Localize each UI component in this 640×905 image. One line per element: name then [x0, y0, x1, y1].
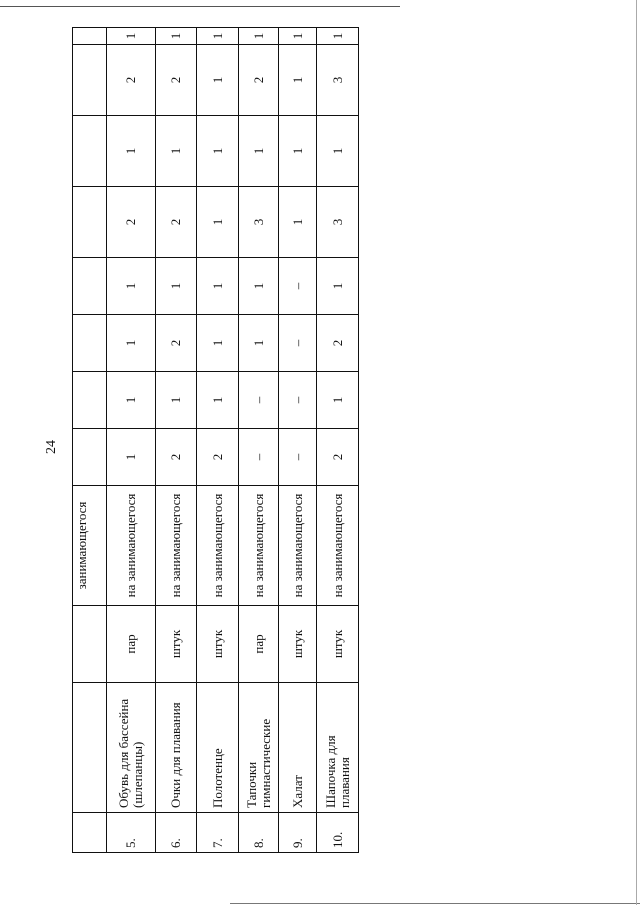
- value-cell: 1: [197, 28, 239, 45]
- value-cell: 3: [317, 45, 359, 116]
- item-name: Полотенце: [197, 683, 239, 813]
- value-cell: 1: [197, 258, 239, 315]
- table-row: [317, 28, 359, 853]
- value-cell: 1: [156, 28, 197, 45]
- item-name: Тапочки гимнастические: [239, 683, 279, 813]
- value-cell: 1: [279, 187, 317, 258]
- unit-cell: штук: [279, 606, 317, 683]
- per-cell: на занимающегося: [107, 486, 156, 606]
- value-cell: 1: [279, 28, 317, 45]
- value-cell: –: [279, 429, 317, 486]
- value-cell: 2: [156, 187, 197, 258]
- row-number: 10.: [317, 813, 359, 853]
- value-cell: 2: [156, 429, 197, 486]
- value-cell: 1: [107, 315, 156, 372]
- header-cell: [73, 315, 107, 372]
- value-cell: 1: [317, 258, 359, 315]
- row-number: 8.: [239, 813, 279, 853]
- value-cell: –: [239, 372, 279, 429]
- header-cell: [73, 28, 107, 45]
- value-cell: 2: [239, 45, 279, 116]
- value-cell: 3: [317, 187, 359, 258]
- value-cell: –: [279, 315, 317, 372]
- header-cell-name: [73, 683, 107, 813]
- per-cell: на занимающегося: [197, 486, 239, 606]
- value-cell: 1: [156, 258, 197, 315]
- table-row: [239, 28, 279, 853]
- value-cell: –: [239, 429, 279, 486]
- bottom-rule: [230, 903, 640, 904]
- header-cell-num: [73, 813, 107, 853]
- header-cell: [73, 187, 107, 258]
- value-cell: 2: [156, 45, 197, 116]
- value-cell: –: [279, 258, 317, 315]
- table-row: [107, 28, 156, 853]
- header-cell-per: занимающегося: [73, 486, 107, 606]
- unit-cell: пар: [239, 606, 279, 683]
- equipment-table-container: [72, 28, 358, 853]
- item-name: Шапочка для плавания: [317, 683, 359, 813]
- unit-cell: штук: [317, 606, 359, 683]
- value-cell: 1: [107, 372, 156, 429]
- header-cell-unit: [73, 606, 107, 683]
- value-cell: 2: [156, 315, 197, 372]
- header-cell: [73, 116, 107, 187]
- item-name: Очки для плавания: [156, 683, 197, 813]
- value-cell: 1: [156, 372, 197, 429]
- table-row: [156, 28, 197, 853]
- value-cell: 2: [107, 187, 156, 258]
- per-cell: на занимающегося: [317, 486, 359, 606]
- value-cell: 1: [317, 28, 359, 45]
- table-row: [279, 28, 317, 853]
- item-name: Обувь для бассейна (шлепанцы): [107, 683, 156, 813]
- value-cell: 1: [239, 258, 279, 315]
- value-cell: 1: [239, 116, 279, 187]
- row-number: 9.: [279, 813, 317, 853]
- unit-cell: штук: [197, 606, 239, 683]
- value-cell: 1: [107, 28, 156, 45]
- value-cell: 2: [197, 429, 239, 486]
- value-cell: 1: [317, 372, 359, 429]
- value-cell: 1: [279, 45, 317, 116]
- value-cell: 1: [107, 429, 156, 486]
- row-number: 6.: [156, 813, 197, 853]
- value-cell: 1: [197, 116, 239, 187]
- top-rule: [0, 6, 400, 7]
- value-cell: 1: [107, 258, 156, 315]
- value-cell: 3: [239, 187, 279, 258]
- value-cell: 1: [197, 315, 239, 372]
- value-cell: 1: [239, 28, 279, 45]
- value-cell: 1: [197, 187, 239, 258]
- equipment-table: [72, 27, 359, 853]
- per-cell: на занимающегося: [156, 486, 197, 606]
- unit-cell: пар: [107, 606, 156, 683]
- value-cell: 1: [317, 116, 359, 187]
- value-cell: 1: [197, 45, 239, 116]
- table-row: [197, 28, 239, 853]
- value-cell: –: [279, 372, 317, 429]
- header-cell: [73, 258, 107, 315]
- value-cell: 1: [239, 315, 279, 372]
- unit-cell: штук: [156, 606, 197, 683]
- page-edge: [636, 0, 637, 905]
- per-cell: на занимающегося: [239, 486, 279, 606]
- row-number: 5.: [107, 813, 156, 853]
- value-cell: 1: [197, 372, 239, 429]
- value-cell: 1: [107, 116, 156, 187]
- value-cell: 2: [317, 429, 359, 486]
- table-header-row: [73, 28, 107, 853]
- per-cell: на занимающегося: [279, 486, 317, 606]
- value-cell: 2: [317, 315, 359, 372]
- header-cell: [73, 372, 107, 429]
- page-number: 24: [44, 440, 59, 454]
- value-cell: 1: [156, 116, 197, 187]
- header-cell: [73, 45, 107, 116]
- value-cell: 2: [107, 45, 156, 116]
- item-name: Халат: [279, 683, 317, 813]
- value-cell: 1: [279, 116, 317, 187]
- row-number: 7.: [197, 813, 239, 853]
- header-cell: [73, 429, 107, 486]
